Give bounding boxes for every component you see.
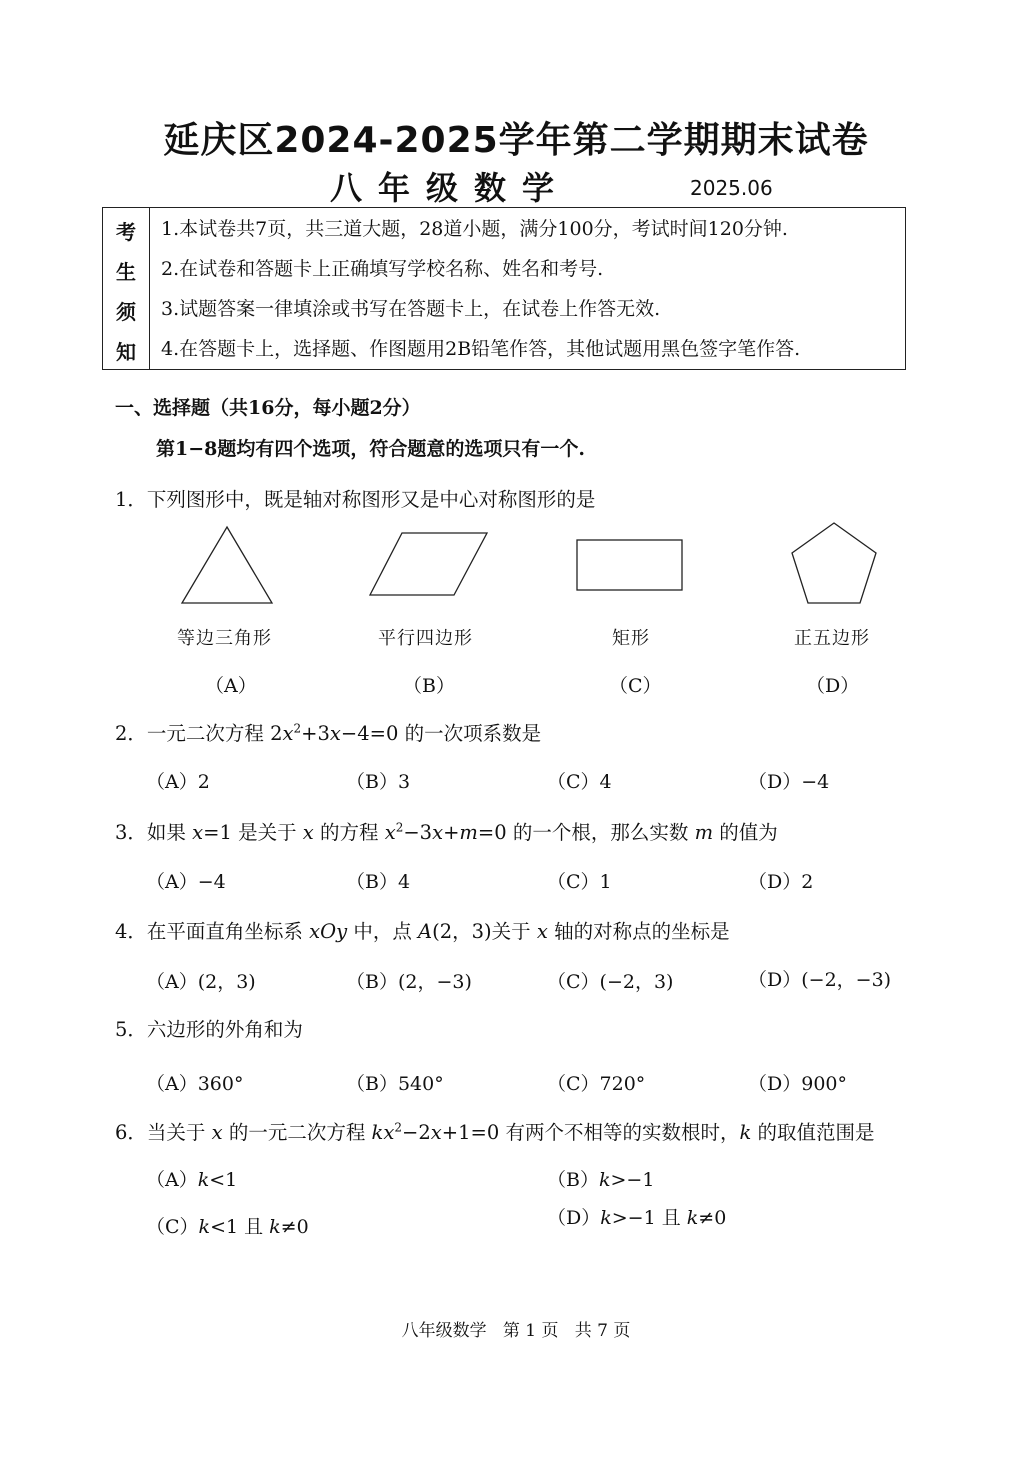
footer-subject: 八年级数学 <box>401 1321 487 1341</box>
option-b[interactable]: （B）540° <box>346 1073 444 1095</box>
question-6 <box>115 1117 874 1145</box>
exam-subtitle: 八年级数学 <box>330 169 571 207</box>
pentagon-icon <box>789 521 879 605</box>
question-number: 6． <box>115 1121 147 1144</box>
var-x: x <box>536 920 548 943</box>
option-a[interactable]: （A）360° <box>146 1073 244 1095</box>
option-text: ≠0 <box>280 1216 309 1238</box>
var-k: k <box>198 1216 211 1238</box>
option-c[interactable]: （C）(−2，3) <box>547 971 674 993</box>
stem-part: 轴的对称点的坐标是 <box>547 920 730 943</box>
stem-part: +1=0 有两个不相等的实数根时， <box>441 1121 740 1144</box>
exponent: 2 <box>293 721 302 736</box>
stem-part: −2 <box>402 1121 431 1144</box>
option-b[interactable]: （B） <box>403 675 455 697</box>
var-k: k <box>598 1169 611 1191</box>
option-text: <1 且 <box>210 1216 270 1238</box>
stem-part: 在平面直角坐标系 <box>146 920 310 943</box>
option-text: ≠0 <box>698 1207 727 1229</box>
stem-part: 的一元二次方程 <box>222 1121 372 1144</box>
notice-item: 1.本试卷共7页，共三道大题，28道小题，满分100分，考试时间120分钟. <box>161 218 788 240</box>
rectangle-icon <box>576 539 684 591</box>
question-stem: 六边形的外角和为 <box>146 1018 303 1041</box>
var-x: x <box>282 722 294 745</box>
var-x: x <box>383 1121 395 1144</box>
shape-label-d: 正五边形 <box>794 628 870 649</box>
question-number: 1． <box>115 488 147 511</box>
var-k: k <box>197 1169 210 1191</box>
notice-box <box>102 207 906 370</box>
stem-part: 中，点 <box>347 920 419 943</box>
option-d[interactable]: （D）(−2，−3) <box>748 969 892 991</box>
question-4 <box>115 916 730 944</box>
option-prefix: （D） <box>547 1207 601 1229</box>
exam-date: 2025.06 <box>690 176 773 200</box>
var-m: m <box>694 821 714 844</box>
option-a[interactable]: （A）(2，3) <box>146 971 256 993</box>
notice-side-char: 生 <box>116 260 136 284</box>
parallelogram-icon <box>368 531 490 597</box>
option-b[interactable]: （B）4 <box>346 871 411 893</box>
option-b[interactable]: （B）(2，−3) <box>346 971 472 993</box>
notice-side-char: 知 <box>116 340 136 364</box>
page-footer <box>0 1316 1032 1341</box>
option-c[interactable] <box>146 1212 309 1239</box>
var-x: x <box>211 1121 223 1144</box>
option-d[interactable]: （D）2 <box>748 871 814 893</box>
footer-page: 第 1 页 <box>502 1321 559 1341</box>
shape-label-a: 等边三角形 <box>177 628 272 649</box>
var-x: x <box>302 821 314 844</box>
notice-item: 2.在试卷和答题卡上正确填写学校名称、姓名和考号. <box>161 258 604 280</box>
option-a[interactable]: （A）2 <box>146 771 210 793</box>
var-k: k <box>269 1216 281 1238</box>
var-x: x <box>432 821 444 844</box>
var-a: A <box>418 920 433 943</box>
exponent: 2 <box>394 1120 402 1135</box>
footer-total: 共 7 页 <box>574 1321 631 1341</box>
var-x: x <box>384 821 396 844</box>
var-xoy: xOy <box>309 920 348 943</box>
var-k: k <box>739 1121 752 1144</box>
var-x: x <box>329 722 341 745</box>
option-text: <1 <box>209 1169 238 1191</box>
option-a[interactable] <box>146 1165 237 1192</box>
section-heading: 一、选择题（共16分，每小题2分） <box>115 397 421 419</box>
question-number: 3． <box>115 821 147 844</box>
stem-part: =1 是关于 <box>203 821 303 844</box>
option-c[interactable]: （C）720° <box>547 1073 646 1095</box>
question-number: 2． <box>115 722 147 745</box>
stem-part: 的方程 <box>313 821 385 844</box>
option-text: >−1 且 <box>611 1207 687 1229</box>
notice-item: 3.试题答案一律填涂或书写在答题卡上，在试卷上作答无效. <box>161 298 661 320</box>
stem-part: 如果 <box>146 821 193 844</box>
option-b[interactable]: （B）3 <box>346 771 411 793</box>
var-m: m <box>459 821 478 844</box>
stem-part: 的值为 <box>713 821 778 844</box>
stem-part: 当关于 <box>146 1121 212 1144</box>
option-c[interactable]: （C） <box>609 675 662 697</box>
question-2 <box>115 718 541 746</box>
question-5 <box>115 1014 303 1042</box>
option-prefix: （B） <box>547 1169 599 1191</box>
shape-label-b: 平行四边形 <box>378 628 473 649</box>
stem-part: +3 <box>301 722 330 745</box>
stem-part: + <box>443 821 460 844</box>
option-b[interactable] <box>547 1165 654 1192</box>
stem-part: 的取值范围是 <box>751 1121 875 1144</box>
option-d[interactable] <box>547 1203 726 1230</box>
exponent: 2 <box>395 820 404 835</box>
var-x: x <box>192 821 204 844</box>
var-k: k <box>600 1207 612 1229</box>
notice-side-char: 考 <box>116 220 136 244</box>
question-number: 4． <box>115 920 147 943</box>
question-1 <box>115 484 595 512</box>
question-stem: 下列图形中，既是轴对称图形又是中心对称图形的是 <box>146 488 596 511</box>
var-k: k <box>686 1207 699 1229</box>
stem-part: =0 的一个根，那么实数 <box>477 821 695 844</box>
option-d[interactable]: （D）−4 <box>748 771 830 793</box>
option-d[interactable]: （D）900° <box>748 1073 847 1095</box>
var-k: k <box>371 1121 384 1144</box>
section-instruction: 第1−8题均有四个选项，符合题意的选项只有一个. <box>156 438 585 460</box>
option-c[interactable]: （C）4 <box>547 771 612 793</box>
stem-part: −4=0 的一次项系数是 <box>340 722 542 745</box>
notice-side-label <box>103 208 150 369</box>
option-a[interactable]: （A） <box>205 675 257 697</box>
shape-label-c: 矩形 <box>612 628 650 649</box>
stem-part: (2，3)关于 <box>432 920 537 943</box>
stem-part: 一元二次方程 2 <box>146 722 283 745</box>
triangle-icon <box>180 524 275 606</box>
option-d[interactable]: （D） <box>806 675 860 697</box>
question-3 <box>115 817 778 845</box>
option-prefix: （C） <box>146 1216 199 1238</box>
var-x: x <box>430 1121 442 1144</box>
notice-side-char: 须 <box>116 300 136 324</box>
option-prefix: （A） <box>146 1169 198 1191</box>
question-number: 5． <box>115 1018 147 1041</box>
notice-item: 4.在答题卡上，选择题、作图题用2B铅笔作答，其他试题用黑色签字笔作答. <box>161 338 801 360</box>
stem-part: −3 <box>403 821 433 844</box>
option-a[interactable]: （A）−4 <box>146 871 226 893</box>
option-c[interactable]: （C）1 <box>547 871 612 893</box>
option-text: >−1 <box>610 1169 655 1191</box>
exam-title: 延庆区2024-2025学年第二学期期末试卷 <box>163 120 869 161</box>
